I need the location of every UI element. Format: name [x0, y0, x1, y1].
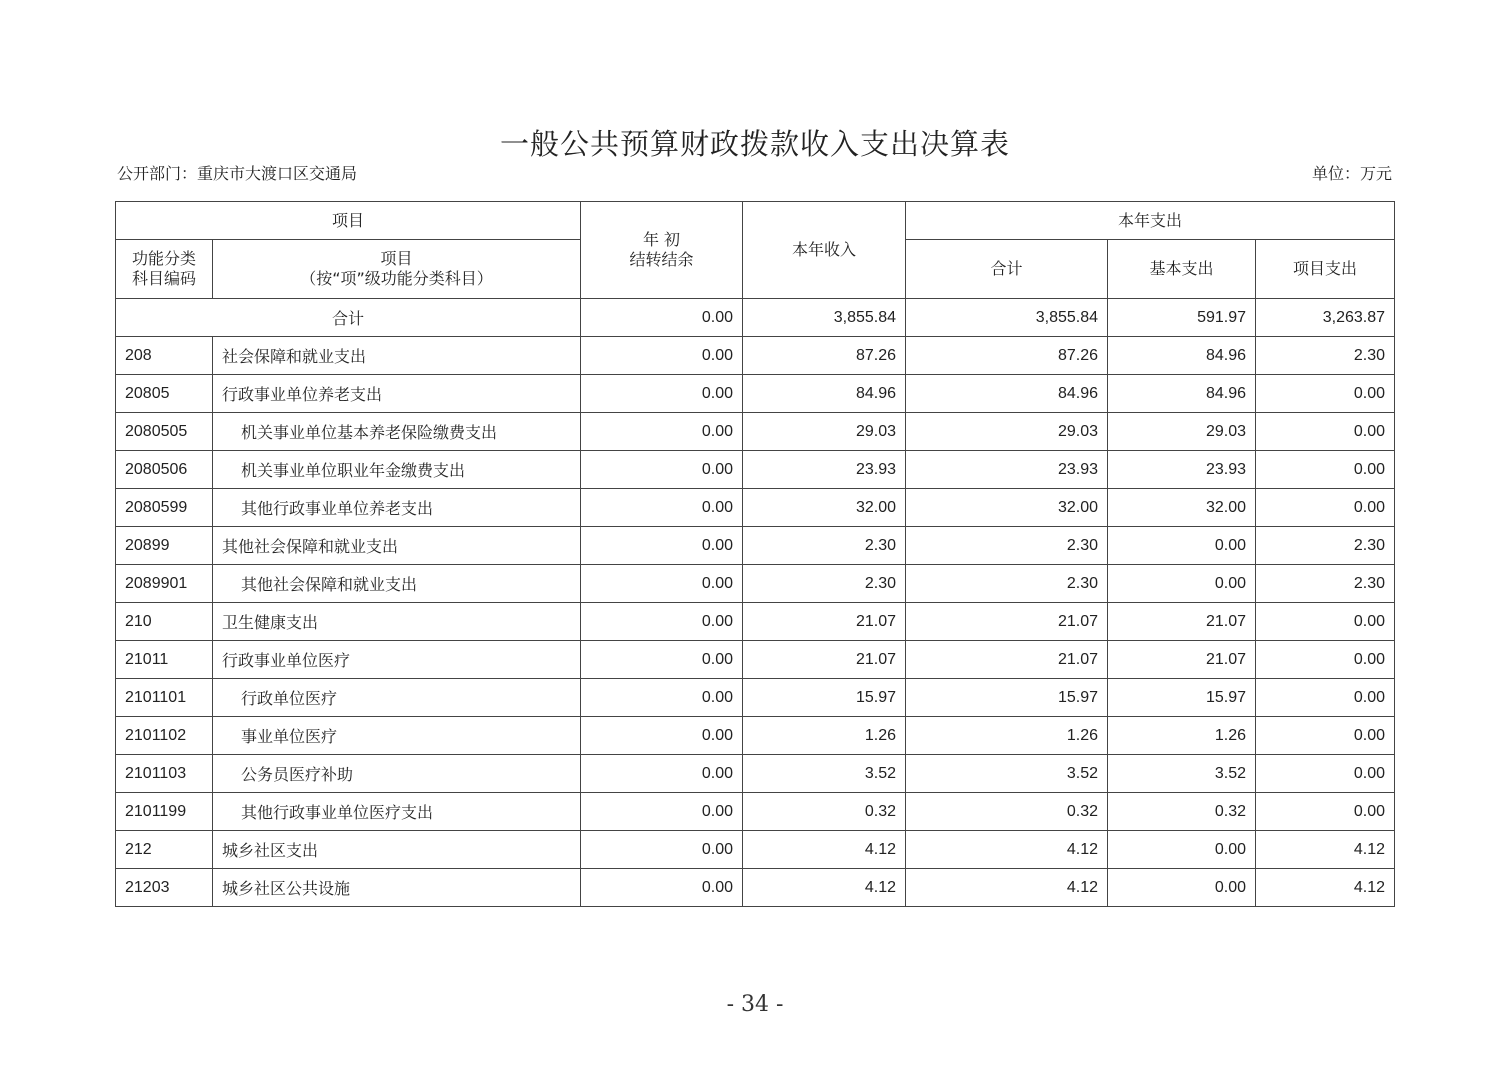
header-basic: 基本支出: [1108, 240, 1256, 299]
row-carryover: 0.00: [581, 641, 743, 679]
table-row: [116, 565, 1395, 603]
row-expense-total: 4.12: [906, 869, 1108, 907]
row-expense-total: 21.07: [906, 603, 1108, 641]
row-code: 20805: [116, 375, 213, 413]
page-title: 一般公共预算财政拨款收入支出决算表: [499, 127, 1010, 161]
row-carryover: 0.00: [581, 413, 743, 451]
header-project: 项目支出: [1256, 240, 1395, 299]
header-expense: 本年支出: [906, 202, 1395, 240]
table-row: [116, 375, 1395, 413]
row-basic: 32.00: [1108, 489, 1256, 527]
row-basic: 23.93: [1108, 451, 1256, 489]
row-project: 0.00: [1256, 679, 1395, 717]
table-row: [116, 413, 1395, 451]
row-project: 0.00: [1256, 451, 1395, 489]
row-income: 87.26: [743, 337, 906, 375]
row-project: 0.00: [1256, 793, 1395, 831]
row-name: 城乡社区公共设施: [213, 869, 581, 907]
row-project: 2.30: [1256, 337, 1395, 375]
row-project: 4.12: [1256, 869, 1395, 907]
row-project: 0.00: [1256, 489, 1395, 527]
row-code: 2080505: [116, 413, 213, 451]
row-expense-total: 4.12: [906, 831, 1108, 869]
row-basic: 3.52: [1108, 755, 1256, 793]
header-total: 合计: [906, 240, 1108, 299]
row-income: 32.00: [743, 489, 906, 527]
table-row: [116, 831, 1395, 869]
row-income: 2.30: [743, 527, 906, 565]
table-row: [116, 603, 1395, 641]
row-project: 0.00: [1256, 375, 1395, 413]
row-name: 行政事业单位医疗: [213, 641, 581, 679]
row-project: 2.30: [1256, 527, 1395, 565]
row-expense-total: 29.03: [906, 413, 1108, 451]
row-basic: 0.00: [1108, 831, 1256, 869]
row-basic: 29.03: [1108, 413, 1256, 451]
total-income: 3,855.84: [743, 299, 906, 337]
row-carryover: 0.00: [581, 489, 743, 527]
row-expense-total: 23.93: [906, 451, 1108, 489]
department-label: 公开部门：重庆市大渡口区交通局: [117, 164, 358, 183]
header-carryover-text: 年 初 结转结余: [629, 230, 694, 269]
row-name: 行政事业单位养老支出: [213, 375, 581, 413]
row-name: 城乡社区支出: [213, 831, 581, 869]
table-row: [116, 755, 1395, 793]
row-income: 0.32: [743, 793, 906, 831]
table-row: [116, 451, 1395, 489]
header-func-code-text: 功能分类 科目编码: [131, 249, 196, 288]
header-item: 项目: [116, 202, 581, 240]
row-income: 29.03: [743, 413, 906, 451]
row-income: 21.07: [743, 603, 906, 641]
table-row: [116, 717, 1395, 755]
row-code: 2101102: [116, 717, 213, 755]
header-func-code: [116, 240, 213, 299]
row-code: 21203: [116, 869, 213, 907]
row-carryover: 0.00: [581, 831, 743, 869]
total-basic: 591.97: [1108, 299, 1256, 337]
table-row: [116, 641, 1395, 679]
row-code: 212: [116, 831, 213, 869]
row-basic: 84.96: [1108, 337, 1256, 375]
row-carryover: 0.00: [581, 527, 743, 565]
row-project: 0.00: [1256, 603, 1395, 641]
row-name: 行政单位医疗: [213, 679, 581, 717]
table-row: [116, 489, 1395, 527]
row-code: 208: [116, 337, 213, 375]
row-name: 机关事业单位基本养老保险缴费支出: [213, 413, 581, 451]
row-carryover: 0.00: [581, 793, 743, 831]
row-carryover: 0.00: [581, 755, 743, 793]
row-basic: 0.00: [1108, 565, 1256, 603]
row-carryover: 0.00: [581, 375, 743, 413]
row-code: 2080599: [116, 489, 213, 527]
row-expense-total: 3.52: [906, 755, 1108, 793]
row-expense-total: 84.96: [906, 375, 1108, 413]
row-project: 0.00: [1256, 413, 1395, 451]
row-income: 3.52: [743, 755, 906, 793]
row-income: 2.30: [743, 565, 906, 603]
table-row: [116, 793, 1395, 831]
row-carryover: 0.00: [581, 603, 743, 641]
row-basic: 0.32: [1108, 793, 1256, 831]
row-expense-total: 1.26: [906, 717, 1108, 755]
row-project: 0.00: [1256, 755, 1395, 793]
row-name: 机关事业单位职业年金缴费支出: [213, 451, 581, 489]
row-name: 社会保障和就业支出: [213, 337, 581, 375]
row-income: 21.07: [743, 641, 906, 679]
row-carryover: 0.00: [581, 565, 743, 603]
row-carryover: 0.00: [581, 337, 743, 375]
total-label: 合计: [116, 299, 581, 337]
row-basic: 84.96: [1108, 375, 1256, 413]
row-expense-total: 87.26: [906, 337, 1108, 375]
row-basic: 0.00: [1108, 527, 1256, 565]
table-row: [116, 527, 1395, 565]
row-name: 其他社会保障和就业支出: [213, 565, 581, 603]
row-expense-total: 2.30: [906, 527, 1108, 565]
row-basic: 1.26: [1108, 717, 1256, 755]
row-income: 4.12: [743, 831, 906, 869]
page-number: - 34 -: [726, 992, 784, 1017]
row-expense-total: 21.07: [906, 641, 1108, 679]
row-expense-total: 2.30: [906, 565, 1108, 603]
table-row: [116, 679, 1395, 717]
row-name: 其他社会保障和就业支出: [213, 527, 581, 565]
row-income: 1.26: [743, 717, 906, 755]
row-basic: 21.07: [1108, 641, 1256, 679]
row-basic: 21.07: [1108, 603, 1256, 641]
row-code: 20899: [116, 527, 213, 565]
table-row: [116, 869, 1395, 907]
row-name: 公务员医疗补助: [213, 755, 581, 793]
row-income: 15.97: [743, 679, 906, 717]
row-income: 23.93: [743, 451, 906, 489]
header-item-detail-text: 项目 （按“项”级功能分类科目）: [300, 249, 493, 288]
row-project: 0.00: [1256, 717, 1395, 755]
row-code: 2080506: [116, 451, 213, 489]
total-expense: 3,855.84: [906, 299, 1108, 337]
row-project: 4.12: [1256, 831, 1395, 869]
row-carryover: 0.00: [581, 869, 743, 907]
row-code: 210: [116, 603, 213, 641]
row-project: 0.00: [1256, 641, 1395, 679]
row-income: 84.96: [743, 375, 906, 413]
row-expense-total: 32.00: [906, 489, 1108, 527]
row-name: 其他行政事业单位医疗支出: [213, 793, 581, 831]
row-name: 其他行政事业单位养老支出: [213, 489, 581, 527]
row-basic: 0.00: [1108, 869, 1256, 907]
unit-label: 单位：万元: [1311, 164, 1392, 183]
row-project: 2.30: [1256, 565, 1395, 603]
row-name: 事业单位医疗: [213, 717, 581, 755]
total-row: [116, 299, 1395, 337]
header-row-1: [116, 202, 1395, 240]
row-code: 2101199: [116, 793, 213, 831]
total-project: 3,263.87: [1256, 299, 1395, 337]
row-basic: 15.97: [1108, 679, 1256, 717]
row-income: 4.12: [743, 869, 906, 907]
header-carryover: [581, 202, 743, 299]
row-carryover: 0.00: [581, 717, 743, 755]
row-code: 2101103: [116, 755, 213, 793]
budget-table: [115, 201, 1395, 907]
row-code: 2101101: [116, 679, 213, 717]
row-name: 卫生健康支出: [213, 603, 581, 641]
header-item-detail: [213, 240, 581, 299]
row-code: 21011: [116, 641, 213, 679]
header-income: 本年收入: [743, 202, 906, 299]
table-row: [116, 337, 1395, 375]
row-carryover: 0.00: [581, 679, 743, 717]
row-expense-total: 0.32: [906, 793, 1108, 831]
row-carryover: 0.00: [581, 451, 743, 489]
total-carryover: 0.00: [581, 299, 743, 337]
row-expense-total: 15.97: [906, 679, 1108, 717]
row-code: 2089901: [116, 565, 213, 603]
